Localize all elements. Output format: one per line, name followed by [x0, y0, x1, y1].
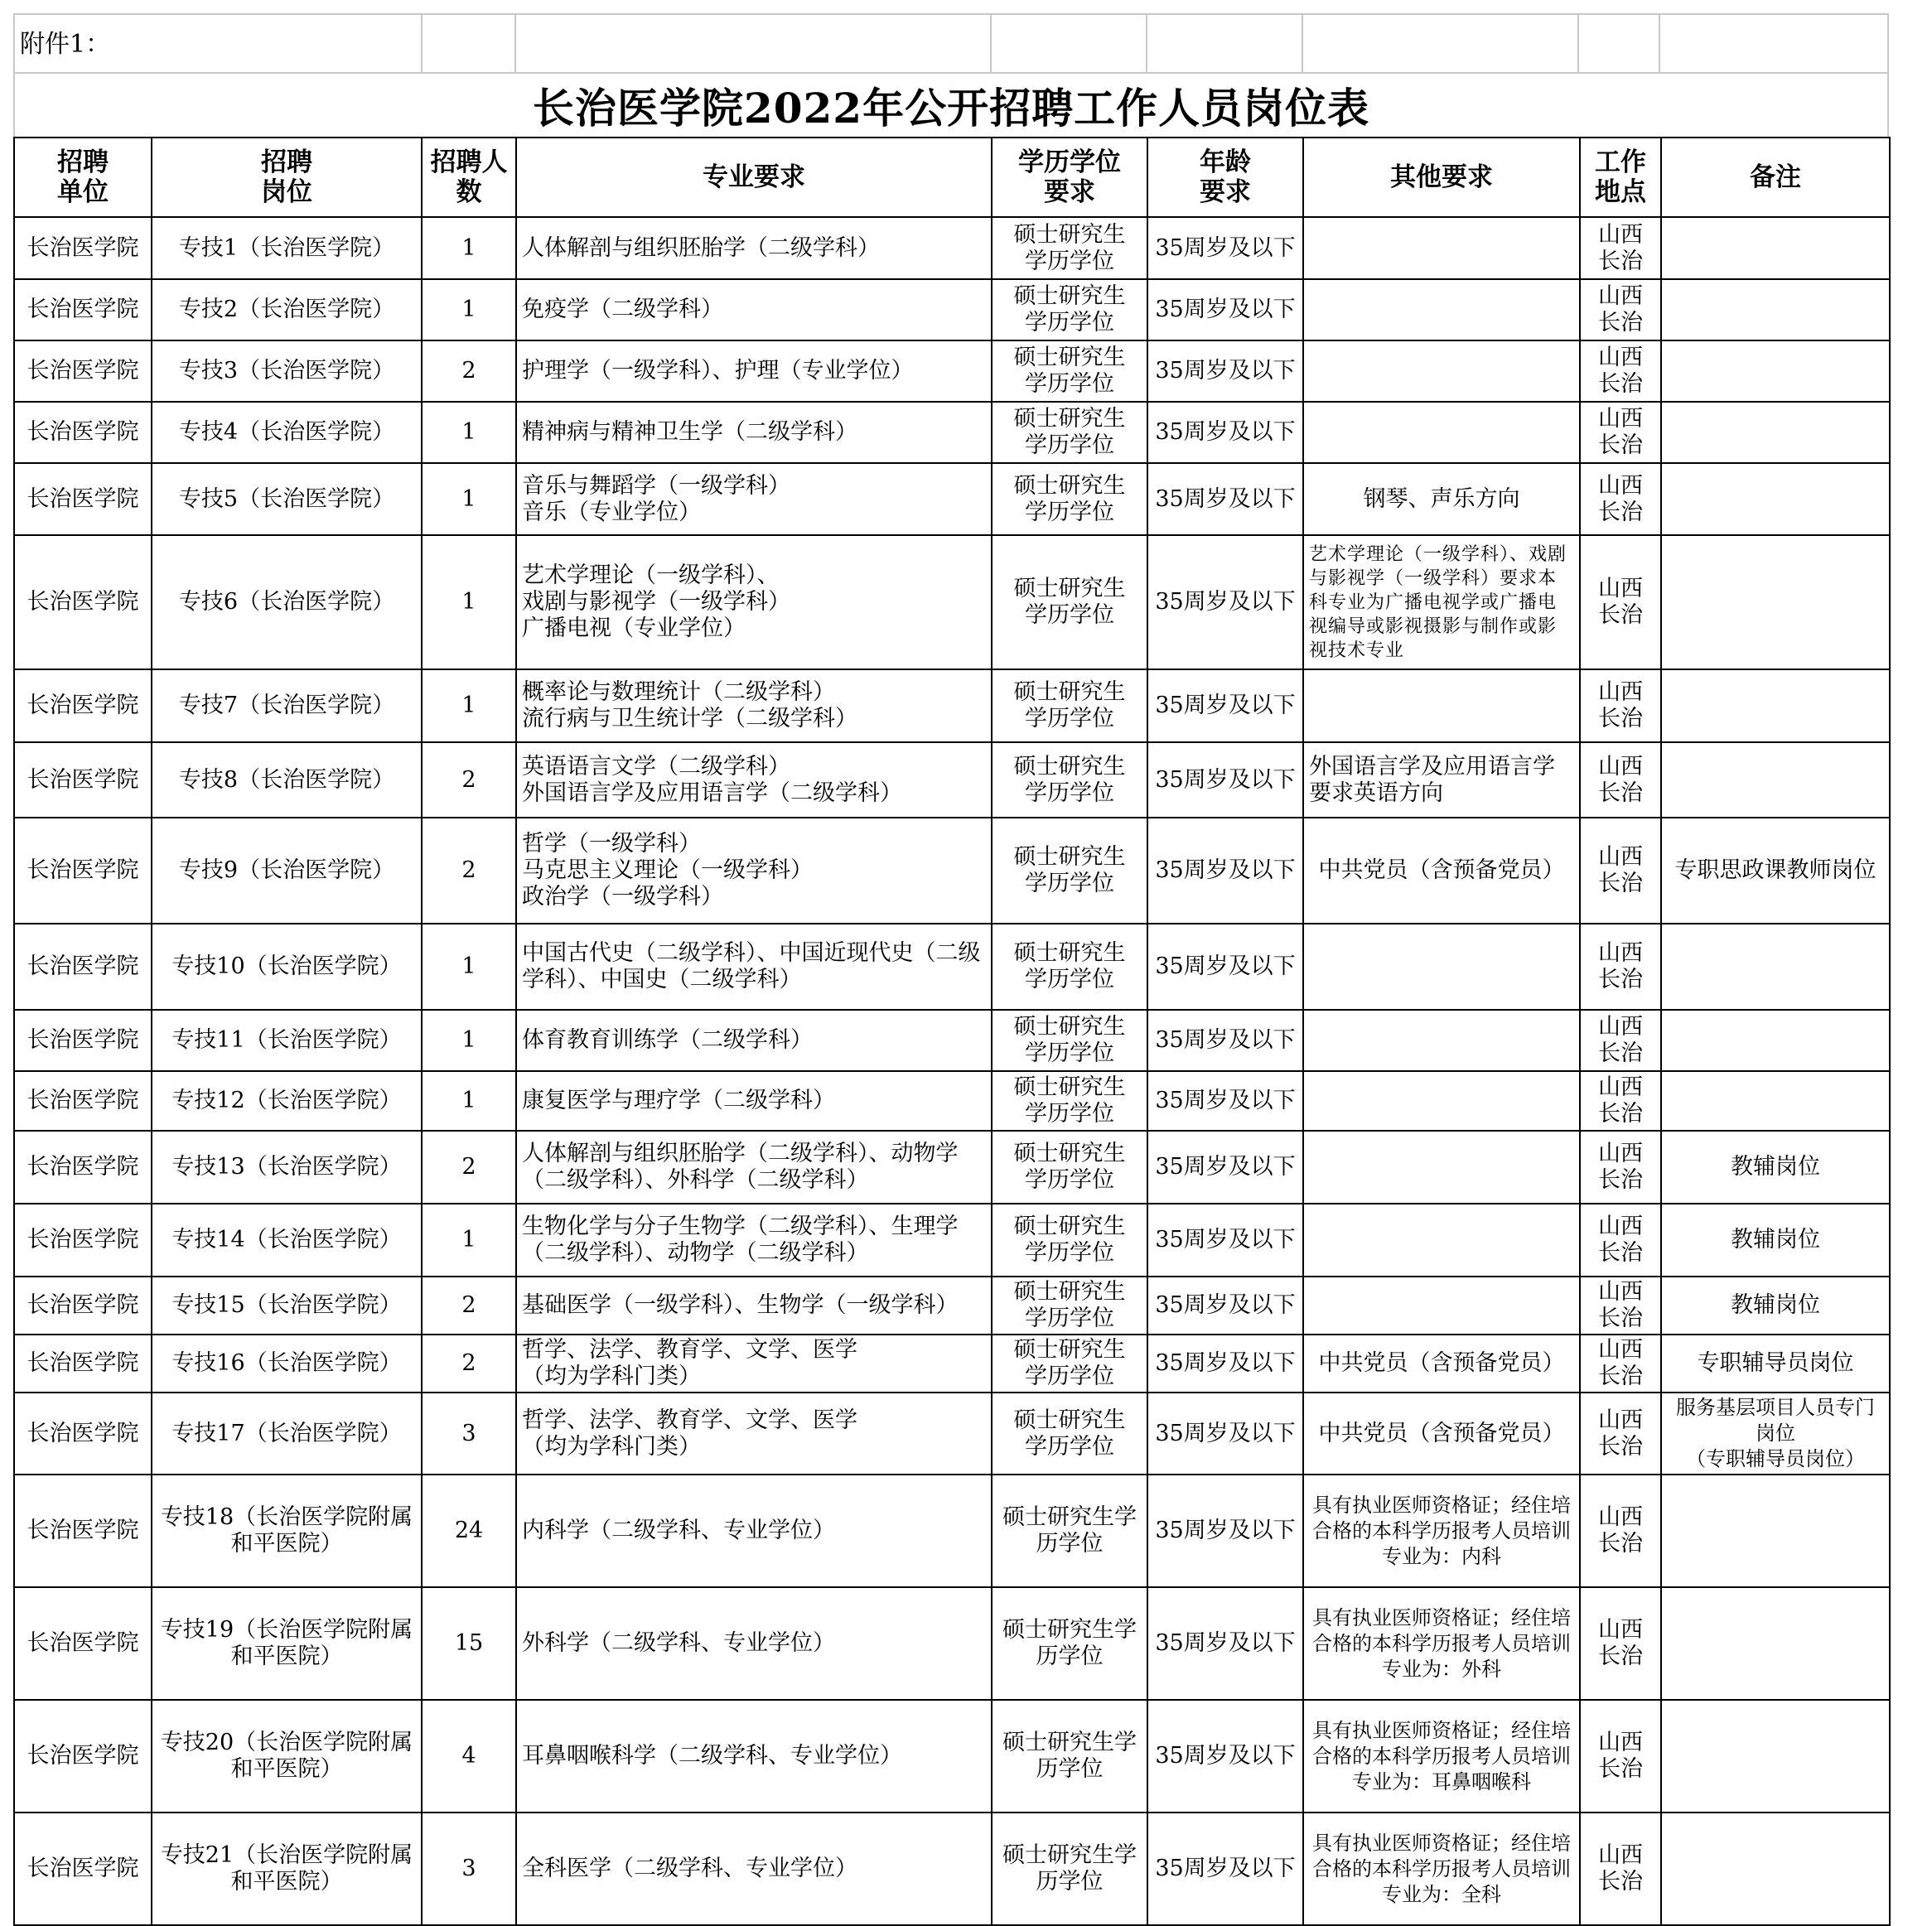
table-body — [14, 217, 1890, 1925]
attachment-label: 附件1： — [15, 15, 423, 72]
header-unit: 招聘 单位 — [14, 138, 152, 217]
cell-unit: 长治医学院 — [14, 463, 152, 535]
table-row — [14, 402, 1890, 463]
cell-count: 1 — [422, 279, 516, 340]
table-row — [14, 1700, 1890, 1813]
cell-note: 教辅岗位 — [1661, 1204, 1890, 1277]
cell-count: 1 — [422, 1204, 516, 1277]
cell-age: 35周岁及以下 — [1147, 1204, 1303, 1277]
cell-note — [1661, 402, 1890, 463]
cell-post: 专技7（长治医学院） — [152, 669, 422, 742]
cell-post: 专技18（长治医学院附属和平医院） — [152, 1475, 422, 1587]
cell-note: 专职辅导员岗位 — [1661, 1335, 1890, 1393]
cell-other: 具有执业医师资格证；经住培合格的本科学历报考人员培训专业为：外科 — [1303, 1587, 1580, 1700]
cell-other: 具有执业医师资格证；经住培合格的本科学历报考人员培训专业为：耳鼻咽喉科 — [1303, 1700, 1580, 1813]
cell-note: 教辅岗位 — [1661, 1131, 1890, 1204]
cell-unit: 长治医学院 — [14, 340, 152, 402]
cell-degree: 硕士研究生学 历学位 — [992, 1813, 1147, 1925]
cell-count: 1 — [422, 535, 516, 669]
empty-cell — [992, 15, 1147, 72]
header-age: 年龄 要求 — [1147, 138, 1303, 217]
cell-count: 4 — [422, 1700, 516, 1813]
cell-place: 山西 长治 — [1580, 1813, 1661, 1925]
table-row — [14, 1475, 1890, 1587]
cell-degree: 硕士研究生 学历学位 — [992, 535, 1147, 669]
cell-other — [1303, 1204, 1580, 1277]
cell-major: 基础医学（一级学科）、生物学（一级学科） — [516, 1277, 992, 1335]
table-row — [14, 669, 1890, 742]
empty-cell — [1579, 15, 1660, 72]
table-row — [14, 1010, 1890, 1071]
cell-other — [1303, 924, 1580, 1010]
cell-note — [1661, 1010, 1890, 1071]
cell-note — [1661, 279, 1890, 340]
cell-age: 35周岁及以下 — [1147, 818, 1303, 924]
cell-place: 山西 长治 — [1580, 1475, 1661, 1587]
cell-major: 哲学、法学、教育学、文学、医学 （均为学科门类） — [516, 1335, 992, 1393]
cell-place: 山西 长治 — [1580, 1587, 1661, 1700]
cell-major: 生物化学与分子生物学（二级学科）、生理学（二级学科）、动物学（二级学科） — [516, 1204, 992, 1277]
cell-other — [1303, 669, 1580, 742]
cell-place: 山西 长治 — [1580, 1277, 1661, 1335]
cell-age: 35周岁及以下 — [1147, 279, 1303, 340]
cell-post: 专技17（长治医学院） — [152, 1393, 422, 1475]
cell-degree: 硕士研究生 学历学位 — [992, 279, 1147, 340]
cell-other: 具有执业医师资格证；经住培合格的本科学历报考人员培训专业为：全科 — [1303, 1813, 1580, 1925]
cell-post: 专技16（长治医学院） — [152, 1335, 422, 1393]
empty-cell — [423, 15, 517, 72]
empty-cell — [516, 15, 991, 72]
cell-place: 山西 长治 — [1580, 535, 1661, 669]
cell-age: 35周岁及以下 — [1147, 402, 1303, 463]
table-row — [14, 535, 1890, 669]
cell-major: 中国古代史（二级学科）、中国近现代史（二级学科）、中国史（二级学科） — [516, 924, 992, 1010]
table-row — [14, 1393, 1890, 1475]
cell-count: 15 — [422, 1587, 516, 1700]
table-row — [14, 340, 1890, 402]
cell-age: 35周岁及以下 — [1147, 1587, 1303, 1700]
cell-note — [1661, 1071, 1890, 1131]
cell-note — [1661, 742, 1890, 818]
header-note: 备注 — [1661, 138, 1890, 217]
cell-count: 2 — [422, 1131, 516, 1204]
cell-degree: 硕士研究生 学历学位 — [992, 1010, 1147, 1071]
table-row — [14, 463, 1890, 535]
cell-count: 3 — [422, 1393, 516, 1475]
empty-cell — [1303, 15, 1580, 72]
cell-post: 专技3（长治医学院） — [152, 340, 422, 402]
cell-other: 钢琴、声乐方向 — [1303, 463, 1580, 535]
cell-place: 山西 长治 — [1580, 1700, 1661, 1813]
cell-age: 35周岁及以下 — [1147, 463, 1303, 535]
cell-degree: 硕士研究生 学历学位 — [992, 818, 1147, 924]
cell-degree: 硕士研究生 学历学位 — [992, 924, 1147, 1010]
cell-count: 1 — [422, 402, 516, 463]
cell-unit: 长治医学院 — [14, 818, 152, 924]
cell-degree: 硕士研究生 学历学位 — [992, 742, 1147, 818]
cell-major: 精神病与精神卫生学（二级学科） — [516, 402, 992, 463]
cell-post: 专技10（长治医学院） — [152, 924, 422, 1010]
cell-major: 音乐与舞蹈学（一级学科） 音乐（专业学位） — [516, 463, 992, 535]
cell-degree: 硕士研究生 学历学位 — [992, 1204, 1147, 1277]
cell-major: 内科学（二级学科、专业学位） — [516, 1475, 992, 1587]
cell-major: 耳鼻咽喉科学（二级学科、专业学位） — [516, 1700, 992, 1813]
cell-unit: 长治医学院 — [14, 535, 152, 669]
cell-degree: 硕士研究生 学历学位 — [992, 1071, 1147, 1131]
cell-place: 山西 长治 — [1580, 1204, 1661, 1277]
cell-degree: 硕士研究生 学历学位 — [992, 463, 1147, 535]
cell-place: 山西 长治 — [1580, 1393, 1661, 1475]
cell-other: 中共党员（含预备党员） — [1303, 1393, 1580, 1475]
cell-unit: 长治医学院 — [14, 1277, 152, 1335]
cell-unit: 长治医学院 — [14, 1071, 152, 1131]
table-row — [14, 742, 1890, 818]
cell-post: 专技9（长治医学院） — [152, 818, 422, 924]
cell-note — [1661, 669, 1890, 742]
cell-major: 哲学、法学、教育学、文学、医学 （均为学科门类） — [516, 1393, 992, 1475]
cell-count: 2 — [422, 742, 516, 818]
cell-place: 山西 长治 — [1580, 924, 1661, 1010]
cell-note: 服务基层项目人员专门岗位 （专职辅导员岗位） — [1661, 1393, 1890, 1475]
cell-major: 康复医学与理疗学（二级学科） — [516, 1071, 992, 1131]
cell-unit: 长治医学院 — [14, 1475, 152, 1587]
cell-unit: 长治医学院 — [14, 742, 152, 818]
cell-place: 山西 长治 — [1580, 1071, 1661, 1131]
cell-unit: 长治医学院 — [14, 1813, 152, 1925]
cell-age: 35周岁及以下 — [1147, 1475, 1303, 1587]
table-row — [14, 217, 1890, 279]
cell-place: 山西 长治 — [1580, 1131, 1661, 1204]
cell-major: 哲学（一级学科） 马克思主义理论（一级学科） 政治学（一级学科） — [516, 818, 992, 924]
cell-degree: 硕士研究生 学历学位 — [992, 217, 1147, 279]
cell-unit: 长治医学院 — [14, 1700, 152, 1813]
cell-age: 35周岁及以下 — [1147, 924, 1303, 1010]
table-row — [14, 1131, 1890, 1204]
cell-post: 专技13（长治医学院） — [152, 1131, 422, 1204]
cell-other: 中共党员（含预备党员） — [1303, 818, 1580, 924]
empty-cell — [1147, 15, 1303, 72]
cell-post: 专技20（长治医学院附属和平医院） — [152, 1700, 422, 1813]
table-row — [14, 924, 1890, 1010]
cell-age: 35周岁及以下 — [1147, 1700, 1303, 1813]
cell-count: 2 — [422, 1277, 516, 1335]
table-row — [14, 279, 1890, 340]
cell-degree: 硕士研究生 学历学位 — [992, 1393, 1147, 1475]
cell-count: 1 — [422, 1071, 516, 1131]
cell-place: 山西 长治 — [1580, 669, 1661, 742]
table-row — [14, 1204, 1890, 1277]
cell-age: 35周岁及以下 — [1147, 1131, 1303, 1204]
cell-place: 山西 长治 — [1580, 742, 1661, 818]
cell-note — [1661, 463, 1890, 535]
cell-note — [1661, 1475, 1890, 1587]
cell-other: 艺术学理论（一级学科）、戏剧与影视学（一级学科）要求本科专业为广播电视学或广播电视编导或影视摄影与制作或影视技术专业 — [1303, 535, 1580, 669]
table-row — [14, 1587, 1890, 1700]
cell-post: 专技8（长治医学院） — [152, 742, 422, 818]
cell-degree: 硕士研究生 学历学位 — [992, 669, 1147, 742]
cell-other — [1303, 279, 1580, 340]
cell-count: 3 — [422, 1813, 516, 1925]
cell-post: 专技12（长治医学院） — [152, 1071, 422, 1131]
cell-age: 35周岁及以下 — [1147, 1335, 1303, 1393]
cell-unit: 长治医学院 — [14, 1131, 152, 1204]
cell-other — [1303, 1071, 1580, 1131]
cell-unit: 长治医学院 — [14, 1010, 152, 1071]
cell-unit: 长治医学院 — [14, 924, 152, 1010]
attachment-row — [13, 13, 1889, 72]
cell-place: 山西 长治 — [1580, 217, 1661, 279]
cell-age: 35周岁及以下 — [1147, 742, 1303, 818]
cell-note — [1661, 1813, 1890, 1925]
cell-other: 中共党员（含预备党员） — [1303, 1335, 1580, 1393]
cell-count: 1 — [422, 669, 516, 742]
table-row — [14, 1813, 1890, 1925]
cell-other — [1303, 1010, 1580, 1071]
cell-place: 山西 长治 — [1580, 818, 1661, 924]
cell-note — [1661, 1700, 1890, 1813]
cell-major: 外科学（二级学科、专业学位） — [516, 1587, 992, 1700]
cell-other: 外国语言学及应用语言学 要求英语方向 — [1303, 742, 1580, 818]
cell-place: 山西 长治 — [1580, 463, 1661, 535]
cell-major: 艺术学理论（一级学科）、 戏剧与影视学（一级学科） 广播电视（专业学位） — [516, 535, 992, 669]
cell-unit: 长治医学院 — [14, 402, 152, 463]
cell-degree: 硕士研究生学 历学位 — [992, 1475, 1147, 1587]
cell-other — [1303, 402, 1580, 463]
cell-other — [1303, 1277, 1580, 1335]
cell-place: 山西 长治 — [1580, 340, 1661, 402]
cell-age: 35周岁及以下 — [1147, 217, 1303, 279]
cell-note: 专职思政课教师岗位 — [1661, 818, 1890, 924]
cell-major: 免疫学（二级学科） — [516, 279, 992, 340]
header-count: 招聘人 数 — [422, 138, 516, 217]
cell-other: 具有执业医师资格证；经住培合格的本科学历报考人员培训专业为：内科 — [1303, 1475, 1580, 1587]
header-other: 其他要求 — [1303, 138, 1580, 217]
cell-unit: 长治医学院 — [14, 217, 152, 279]
cell-age: 35周岁及以下 — [1147, 1813, 1303, 1925]
cell-post: 专技1（长治医学院） — [152, 217, 422, 279]
cell-age: 35周岁及以下 — [1147, 1277, 1303, 1335]
table-row — [14, 818, 1890, 924]
cell-age: 35周岁及以下 — [1147, 1010, 1303, 1071]
positions-table — [13, 137, 1891, 1926]
empty-cell — [1660, 15, 1889, 72]
cell-count: 2 — [422, 1335, 516, 1393]
cell-other — [1303, 340, 1580, 402]
cell-major: 护理学（一级学科）、护理（专业学位） — [516, 340, 992, 402]
cell-post: 专技2（长治医学院） — [152, 279, 422, 340]
cell-degree: 硕士研究生 学历学位 — [992, 1277, 1147, 1335]
cell-note — [1661, 340, 1890, 402]
cell-note: 教辅岗位 — [1661, 1277, 1890, 1335]
cell-count: 24 — [422, 1475, 516, 1587]
cell-degree: 硕士研究生 学历学位 — [992, 340, 1147, 402]
cell-major: 全科医学（二级学科、专业学位） — [516, 1813, 992, 1925]
cell-unit: 长治医学院 — [14, 1393, 152, 1475]
cell-count: 1 — [422, 1010, 516, 1071]
cell-unit: 长治医学院 — [14, 1204, 152, 1277]
cell-degree: 硕士研究生 学历学位 — [992, 1335, 1147, 1393]
cell-major: 体育教育训练学（二级学科） — [516, 1010, 992, 1071]
cell-unit: 长治医学院 — [14, 669, 152, 742]
cell-post: 专技4（长治医学院） — [152, 402, 422, 463]
cell-degree: 硕士研究生学 历学位 — [992, 1700, 1147, 1813]
cell-other — [1303, 1131, 1580, 1204]
cell-count: 2 — [422, 340, 516, 402]
cell-note — [1661, 535, 1890, 669]
cell-age: 35周岁及以下 — [1147, 340, 1303, 402]
cell-other — [1303, 217, 1580, 279]
header-place: 工作 地点 — [1580, 138, 1661, 217]
cell-note — [1661, 1587, 1890, 1700]
header-degree: 学历学位 要求 — [992, 138, 1147, 217]
cell-major: 人体解剖与组织胚胎学（二级学科）、动物学（二级学科）、外科学（二级学科） — [516, 1131, 992, 1204]
table-row — [14, 1335, 1890, 1393]
cell-post: 专技21（长治医学院附属和平医院） — [152, 1813, 422, 1925]
spreadsheet — [13, 13, 1889, 1926]
header-post: 招聘 岗位 — [152, 138, 422, 217]
cell-post: 专技15（长治医学院） — [152, 1277, 422, 1335]
cell-post: 专技14（长治医学院） — [152, 1204, 422, 1277]
cell-count: 1 — [422, 463, 516, 535]
cell-post: 专技6（长治医学院） — [152, 535, 422, 669]
cell-post: 专技5（长治医学院） — [152, 463, 422, 535]
header-major: 专业要求 — [516, 138, 992, 217]
cell-degree: 硕士研究生 学历学位 — [992, 1131, 1147, 1204]
header-row — [14, 138, 1890, 217]
cell-post: 专技19（长治医学院附属和平医院） — [152, 1587, 422, 1700]
table-row — [14, 1071, 1890, 1131]
cell-count: 2 — [422, 818, 516, 924]
cell-note — [1661, 924, 1890, 1010]
cell-age: 35周岁及以下 — [1147, 1393, 1303, 1475]
cell-place: 山西 长治 — [1580, 1010, 1661, 1071]
page-title: 长治医学院2022年公开招聘工作人员岗位表 — [532, 84, 1370, 133]
cell-degree: 硕士研究生 学历学位 — [992, 402, 1147, 463]
cell-major: 英语语言文学（二级学科） 外国语言学及应用语言学（二级学科） — [516, 742, 992, 818]
cell-note — [1661, 217, 1890, 279]
cell-unit: 长治医学院 — [14, 1335, 152, 1393]
title-row — [13, 72, 1889, 137]
cell-degree: 硕士研究生学 历学位 — [992, 1587, 1147, 1700]
cell-major: 概率论与数理统计（二级学科） 流行病与卫生统计学（二级学科） — [516, 669, 992, 742]
cell-count: 1 — [422, 217, 516, 279]
cell-place: 山西 长治 — [1580, 402, 1661, 463]
table-row — [14, 1277, 1890, 1335]
cell-place: 山西 长治 — [1580, 279, 1661, 340]
cell-age: 35周岁及以下 — [1147, 669, 1303, 742]
cell-age: 35周岁及以下 — [1147, 1071, 1303, 1131]
cell-unit: 长治医学院 — [14, 1587, 152, 1700]
cell-major: 人体解剖与组织胚胎学（二级学科） — [516, 217, 992, 279]
cell-post: 专技11（长治医学院） — [152, 1010, 422, 1071]
cell-count: 1 — [422, 924, 516, 1010]
cell-place: 山西 长治 — [1580, 1335, 1661, 1393]
cell-age: 35周岁及以下 — [1147, 535, 1303, 669]
cell-unit: 长治医学院 — [14, 279, 152, 340]
